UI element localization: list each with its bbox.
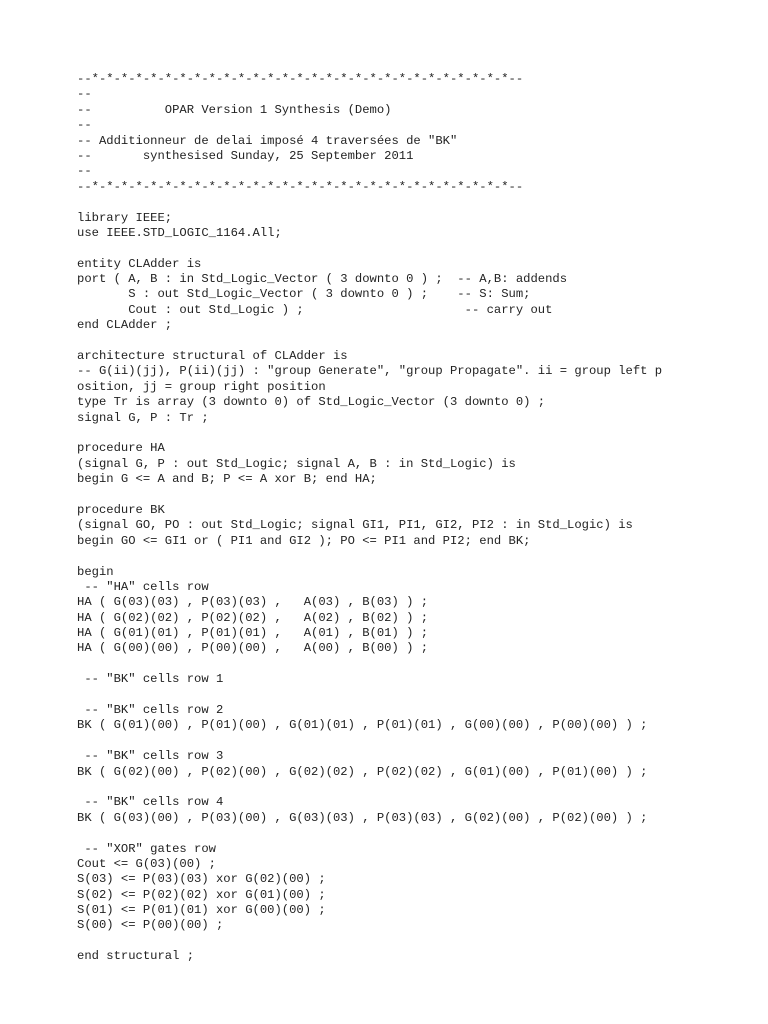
code-line: signal G, P : Tr ; [77,410,209,425]
code-line [77,734,757,749]
code-line: S : out Std_Logic_Vector ( 3 downto 0 ) ; -- S: Sum; [77,287,531,302]
code-line: -- G(ii)(jj), P(ii)(jj) : "group Generate", "group Propagate". ii = group left p [77,364,663,379]
code-line: HA ( G(03)(03) , P(03)(03) , A(03) , B(03) ) ; [77,595,429,610]
code-line: begin [77,564,114,579]
code-line: --*-*-*-*-*-*-*-*-*-*-*-*-*-*-*-*-*-*-*-*-*-*-*-*-*-*-*-*-*-- [77,72,524,86]
code-line [77,195,757,210]
code-line [77,488,757,503]
code-line: entity CLAdder is [77,256,202,271]
code-line: (signal GO, PO : out Std_Logic; signal GI1, PI1, GI2, PI2 : in Std_Logic) is [77,518,633,533]
code-line: -- "BK" cells row 1 [77,672,224,687]
code-line: begin GO <= GI1 or ( PI1 and GI2 ); PO <= PI1 and PI2; end BK; [77,533,531,548]
code-line [77,549,757,564]
code-line: -- [77,87,92,102]
code-line [77,688,757,703]
code-line: -- "BK" cells row 2 [77,703,224,718]
code-line: --*-*-*-*-*-*-*-*-*-*-*-*-*-*-*-*-*-*-*-*-*-*-*-*-*-*-*-*-*-- [77,179,524,194]
code-line: procedure HA [77,441,165,456]
code-line: -- [77,118,92,133]
code-line [77,934,757,949]
code-line: -- Additionneur de delai imposé 4 traversées de "BK" [77,133,458,148]
code-line: HA ( G(01)(01) , P(01)(01) , A(01) , B(01) ) ; [77,626,429,641]
code-line: library IEEE; [77,210,173,225]
code-line [77,657,757,672]
code-line: -- "XOR" gates row [77,841,216,856]
code-line [77,426,757,441]
code-line [77,826,757,841]
vhdl-source-listing [77,72,757,965]
code-line: begin G <= A and B; P <= A xor B; end HA; [77,472,377,487]
code-line [77,780,757,795]
code-line: -- synthesised Sunday, 25 September 2011 [77,148,414,163]
code-line: BK ( G(03)(00) , P(03)(00) , G(03)(03) , P(03)(03) , G(02)(00) , P(02)(00) ) ; [77,810,648,825]
code-line: -- [77,164,92,179]
code-line: -- "HA" cells row [77,579,209,594]
code-line: end CLAdder ; [77,318,173,333]
code-line: use IEEE.STD_LOGIC_1164.All; [77,225,282,240]
code-line: -- "BK" cells row 3 [77,749,224,764]
code-line: S(00) <= P(00)(00) ; [77,918,224,933]
code-line: procedure BK [77,502,165,517]
code-line: architecture structural of CLAdder is [77,349,348,364]
code-line: port ( A, B : in Std_Logic_Vector ( 3 downto 0 ) ; -- A,B: addends [77,272,568,287]
code-line [77,334,757,349]
code-line: Cout <= G(03)(00) ; [77,856,216,871]
code-line: osition, jj = group right position [77,379,326,394]
code-line: end structural ; [77,949,195,964]
code-line: S(03) <= P(03)(03) xor G(02)(00) ; [77,872,326,887]
code-line: -- OPAR Version 1 Synthesis (Demo) [77,102,392,117]
code-line: -- "BK" cells row 4 [77,795,224,810]
code-line: HA ( G(00)(00) , P(00)(00) , A(00) , B(00) ) ; [77,641,429,656]
code-line: HA ( G(02)(02) , P(02)(02) , A(02) , B(02) ) ; [77,610,429,625]
code-line [77,241,757,256]
code-line: BK ( G(01)(00) , P(01)(00) , G(01)(01) , P(01)(01) , G(00)(00) , P(00)(00) ) ; [77,718,648,733]
code-line: S(01) <= P(01)(01) xor G(00)(00) ; [77,903,326,918]
code-line: (signal G, P : out Std_Logic; signal A, B : in Std_Logic) is [77,456,516,471]
code-line: BK ( G(02)(00) , P(02)(00) , G(02)(02) , P(02)(02) , G(01)(00) , P(01)(00) ) ; [77,764,648,779]
code-line: Cout : out Std_Logic ) ; -- carry out [77,302,553,317]
code-line: type Tr is array (3 downto 0) of Std_Logic_Vector (3 downto 0) ; [77,395,546,410]
code-line: S(02) <= P(02)(02) xor G(01)(00) ; [77,887,326,902]
